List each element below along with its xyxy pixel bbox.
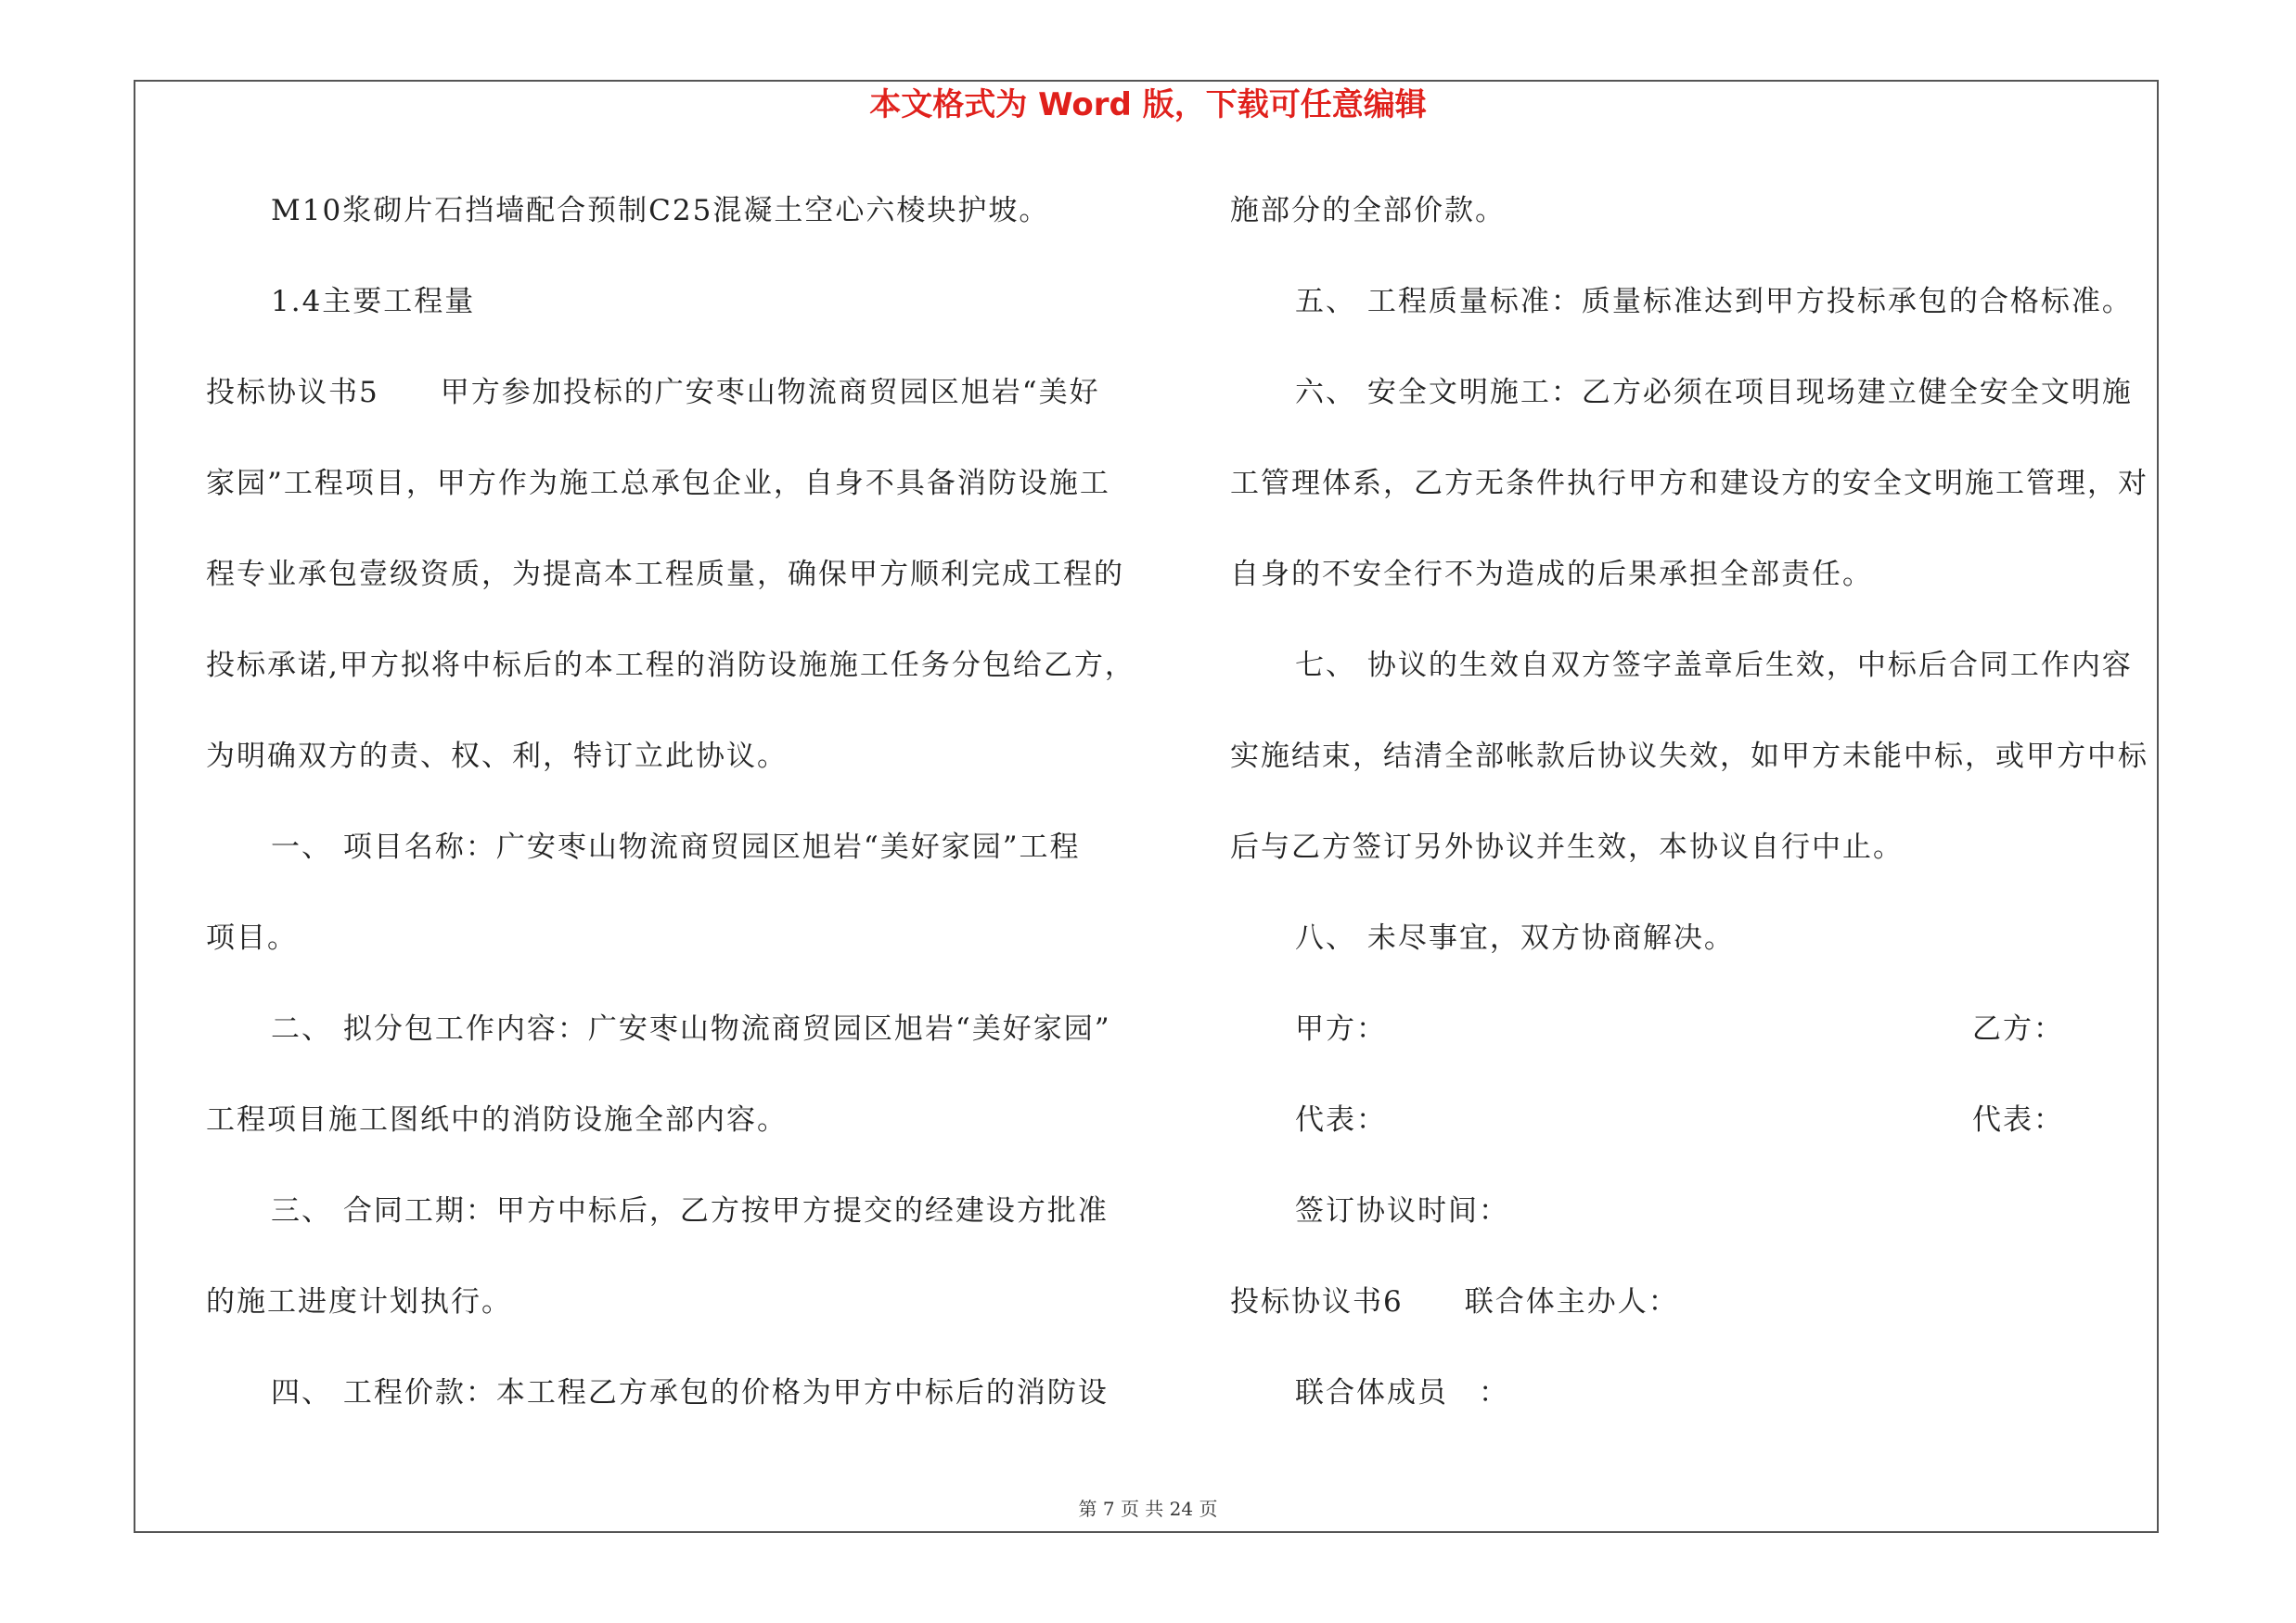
text-line: 工程项目施工图纸中的消防设施全部内容。 xyxy=(206,1103,788,1137)
party-a-label: 甲方： xyxy=(1295,1012,1387,1046)
text-line: 联合体成员 ： xyxy=(1295,1376,1509,1410)
text-line: 六、 安全文明施工：乙方必须在项目现场建立健全安全文明施 xyxy=(1295,376,2133,409)
text-line: 1.4主要工程量 xyxy=(271,285,476,318)
text-line: 二、 拟分包工作内容：广安枣山物流商贸园区旭岩“美好家园” xyxy=(271,1012,1111,1046)
text-line: 程专业承包壹级资质，为提高本工程质量，确保甲方顺利完成工程的 xyxy=(206,558,1124,591)
text-line: 一、 项目名称：广安枣山物流商贸园区旭岩“美好家园”工程 xyxy=(271,831,1081,864)
party-b-label: 代表： xyxy=(1972,1103,2064,1137)
right-column xyxy=(1230,182,2154,1455)
party-b-label: 乙方： xyxy=(1972,1012,2064,1046)
text-line: 自身的不安全行不为造成的后果承担全部责任。 xyxy=(1230,558,1873,591)
text-line: 施部分的全部价款。 xyxy=(1230,194,1506,227)
text-line: 为明确双方的责、权、利，特订立此协议。 xyxy=(206,740,788,773)
text-line: 五、 工程质量标准：质量标准达到甲方投标承包的合格标准。 xyxy=(1295,285,2133,318)
text-line: 投标协议书6 联合体主办人： xyxy=(1230,1285,1679,1319)
text-line: 家园”工程项目，甲方作为施工总承包企业，自身不具备消防设施工 xyxy=(206,467,1110,500)
text-line: 实施结束，结清全部帐款后协议失效，如甲方未能中标，或甲方中标 xyxy=(1230,740,2148,773)
text-line: 项目。 xyxy=(206,921,298,955)
party-a-label: 代表： xyxy=(1295,1103,1387,1137)
text-line: 四、 工程价款：本工程乙方承包的价格为甲方中标后的消防设 xyxy=(271,1376,1109,1410)
text-line: 投标承诺,甲方拟将中标后的本工程的消防设施施工任务分包给乙方， xyxy=(206,649,1135,682)
text-line: 工管理体系，乙方无条件执行甲方和建设方的安全文明施工管理，对 xyxy=(1230,467,2148,500)
text-line: 投标协议书5 甲方参加投标的广安枣山物流商贸园区旭岩“美好 xyxy=(206,376,1100,409)
page-footer: 第 7 页 共 24 页 xyxy=(1078,1498,1218,1520)
text-line: 三、 合同工期：甲方中标后，乙方按甲方提交的经建设方批准 xyxy=(271,1194,1109,1228)
signature-line xyxy=(1230,1091,2154,1182)
text-line: 签订协议时间： xyxy=(1295,1194,1509,1228)
text-line: 七、 协议的生效自双方签字盖章后生效，中标后合同工作内容 xyxy=(1295,649,2133,682)
text-line: 的施工进度计划执行。 xyxy=(206,1285,512,1319)
signature-line xyxy=(1230,1000,2154,1091)
text-line: M10浆砌片石挡墙配合预制C25混凝土空心六棱块护坡。 xyxy=(271,194,1050,227)
format-banner: 本文格式为 Word 版，下载可任意编辑 xyxy=(869,86,1427,123)
left-column xyxy=(206,182,1152,1455)
text-line: 后与乙方签订另外协议并生效，本协议自行中止。 xyxy=(1230,831,1904,864)
text-line: 八、 未尽事宜，双方协商解决。 xyxy=(1295,921,1735,955)
